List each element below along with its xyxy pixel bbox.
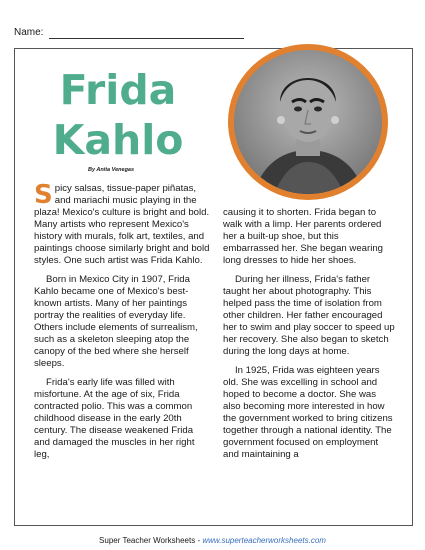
footer xyxy=(0,536,425,545)
title-line-1: Frida xyxy=(59,66,177,114)
paragraph-1-text: picy salsas, tissue-paper piñatas, and mariachi music playing in the plaza! Mexico's culture is bright and bold. Many artists who represent Mexico's history with murals, folk art, textiles, and paintings choose similarly bright and bold styles. One such artist was Frida Kahlo. xyxy=(34,183,210,266)
paragraph-6: In 1925, Frida was eighteen years old. She was excelling in school and hoped to become a doctor. She was also becoming more interested in how the government worked to bring citizens together through a national identity. The government focused on employment and maintaining a xyxy=(223,365,393,460)
footer-brand: Super Teacher Worksheets - xyxy=(99,536,203,545)
paragraph-3: Frida's early life was filled with misfortune. At the age of six, Frida contracted polio. This was a common childhood disease in the early 20th century. The disease weakened Frida and damaged the muscles in her right leg, xyxy=(34,377,195,460)
article-right-column xyxy=(223,207,395,468)
paragraph-2: Born in Mexico City in 1907, Frida Kahlo became one of Mexico's best-known artists. Many of her paintings portray the realities of everyday life. Others include elements of surrealism, such as a skeleton sleeping atop the canopy of the bed where she herself sleeps. xyxy=(34,274,198,369)
paragraph-4: causing it to shorten. Frida began to walk with a limp. Her parents ordered her a built-up shoe, but this embarrassed her. She began wearing long dresses to hide her shoes. xyxy=(223,207,383,266)
title-line-2: Kahlo xyxy=(52,116,184,164)
drop-cap: S xyxy=(34,180,53,210)
article-left-column xyxy=(34,180,211,468)
footer-url-link[interactable]: www.superteacherworksheets.com xyxy=(202,536,326,545)
byline: By Anita Venegas xyxy=(88,167,135,173)
paragraph-5: During her illness, Frida's father taught her about photography. This helped pass the time of isolation from other children. Her father encouraged her to swim and play soccer to speed up her recovery. She also began to sketch during the long days at home. xyxy=(223,274,395,357)
portrait-photo xyxy=(234,50,382,194)
name-field[interactable] xyxy=(49,38,244,39)
paragraph-1 xyxy=(34,180,211,267)
name-label: Name: xyxy=(14,27,44,38)
